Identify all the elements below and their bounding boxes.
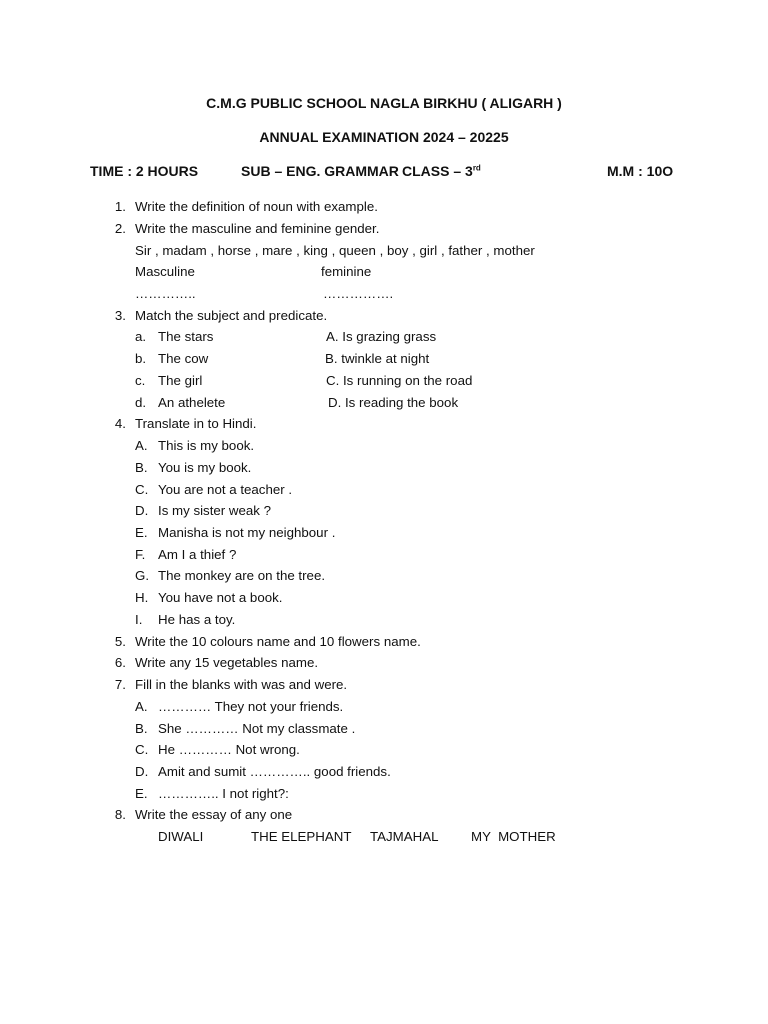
- match-predicate: B. twinkle at night: [325, 351, 430, 366]
- question-text: Write the definition of noun with example.: [135, 199, 378, 214]
- match-subject: An athelete: [158, 395, 226, 410]
- question-text: Fill in the blanks with was and were.: [135, 677, 348, 692]
- item-text: Am I a thief ?: [158, 547, 237, 562]
- match-predicate: A. Is grazing grass: [326, 329, 437, 344]
- item-marker: F.: [135, 547, 146, 562]
- question-text: Write the masculine and feminine gender.: [135, 221, 380, 236]
- essay-topic: THE ELEPHANT: [251, 829, 352, 844]
- question-text: Write the 10 colours name and 10 flowers name.: [135, 634, 421, 649]
- essay-topic: TAJMAHAL: [370, 829, 439, 844]
- item-marker: E.: [135, 525, 148, 540]
- match-subject: The cow: [158, 351, 209, 366]
- exam-time: TIME : 2 HOURS: [90, 163, 199, 179]
- question-number: 4.: [114, 416, 126, 431]
- item-text: Is my sister weak ?: [158, 503, 272, 518]
- item-marker: B.: [135, 721, 148, 736]
- item-marker: E.: [135, 786, 148, 801]
- item-marker: G.: [135, 568, 150, 583]
- exam-title: ANNUAL EXAMINATION 2024 – 20225: [259, 129, 509, 145]
- item-marker: D.: [135, 764, 149, 779]
- item-text: He ………… Not wrong.: [158, 742, 300, 757]
- exam-class: [402, 163, 481, 179]
- feminine-blank: …………….: [323, 286, 394, 301]
- question-number: 8.: [114, 807, 126, 822]
- item-marker: C.: [135, 482, 149, 497]
- item-text: ………… They not your friends.: [158, 699, 344, 714]
- masculine-heading: Masculine: [135, 264, 195, 279]
- school-name: C.M.G PUBLIC SCHOOL NAGLA BIRKHU ( ALIGARH ): [206, 95, 562, 111]
- item-marker: d.: [135, 395, 147, 410]
- item-text: She ………… Not my classmate .: [158, 721, 356, 736]
- match-subject: The girl: [158, 373, 203, 388]
- question-number: 3.: [114, 308, 126, 323]
- item-marker: H.: [135, 590, 149, 605]
- masculine-blank: …………..: [135, 286, 196, 301]
- item-marker: c.: [135, 373, 146, 388]
- match-subject: The stars: [158, 329, 214, 344]
- question-number: 6.: [114, 655, 126, 670]
- item-marker: D.: [135, 503, 149, 518]
- item-text: You are not a teacher .: [158, 482, 293, 497]
- match-predicate: D. Is reading the book: [328, 395, 459, 410]
- item-marker: a.: [135, 329, 147, 344]
- essay-topic: MY MOTHER: [471, 829, 556, 844]
- item-text: He has a toy.: [158, 612, 236, 627]
- question-text: Match the subject and predicate.: [135, 308, 328, 323]
- exam-subject: SUB – ENG. GRAMMAR: [241, 163, 399, 179]
- question-text: Translate in to Hindi.: [135, 416, 257, 431]
- item-text: ………….. I not right?:: [158, 786, 289, 801]
- word-list-text: Sir , madam , horse , mare , king , queen , boy , girl , father , mother: [135, 243, 535, 258]
- item-marker: I.: [135, 612, 143, 627]
- feminine-heading: feminine: [321, 264, 372, 279]
- question-number: 7.: [114, 677, 126, 692]
- item-marker: C.: [135, 742, 149, 757]
- max-marks: M.M : 10O: [607, 163, 674, 179]
- item-marker: A.: [135, 699, 148, 714]
- question-text: Write any 15 vegetables name.: [135, 655, 319, 670]
- item-marker: A.: [135, 438, 148, 453]
- question-text: Write the essay of any one: [135, 807, 293, 822]
- item-text: This is my book.: [158, 438, 255, 453]
- class-label: CLASS – 3: [402, 163, 473, 179]
- item-text: Amit and sumit ………….. good friends.: [158, 764, 391, 779]
- question-number: 1.: [114, 199, 126, 214]
- item-text: Manisha is not my neighbour .: [158, 525, 336, 540]
- item-text: You have not a book.: [158, 590, 283, 605]
- essay-topic: DIWALI: [158, 829, 204, 844]
- class-superscript: rd: [472, 163, 481, 173]
- item-marker: B.: [135, 460, 148, 475]
- match-predicate: C. Is running on the road: [326, 373, 473, 388]
- item-marker: b.: [135, 351, 147, 366]
- question-number: 2.: [114, 221, 126, 236]
- question-number: 5.: [114, 634, 126, 649]
- item-text: The monkey are on the tree.: [158, 568, 326, 583]
- item-text: You is my book.: [158, 460, 252, 475]
